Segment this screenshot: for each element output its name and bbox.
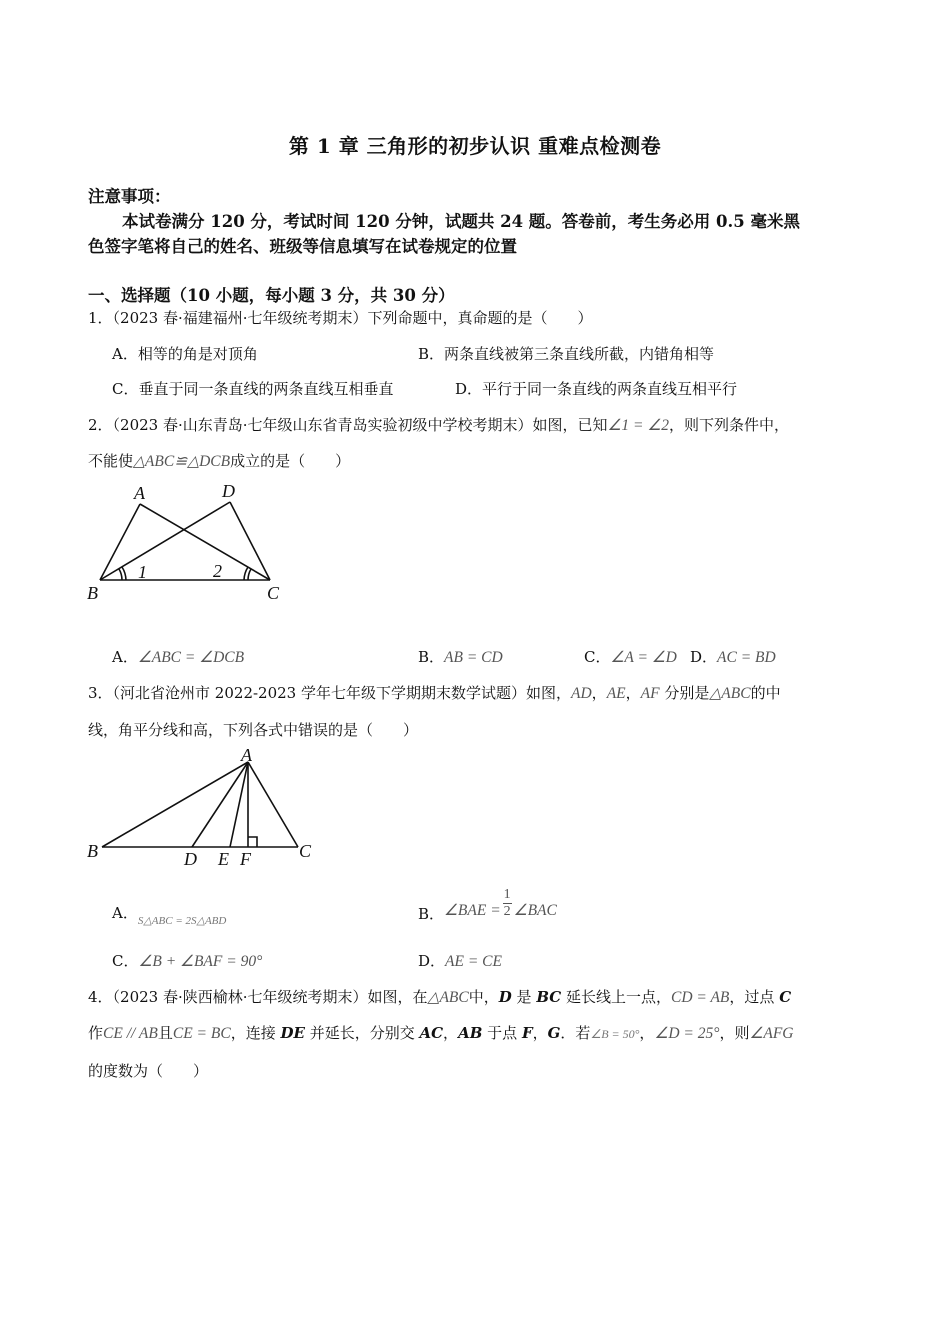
page-title: 第 1 章 三角形的初步认识 重难点检测卷 — [288, 134, 662, 158]
q4-stem-line3: 的度数为（ ） — [88, 1062, 209, 1080]
q1-option-c: C．垂直于同一条直线的两条直线互相垂直 — [112, 380, 394, 398]
section-heading: 一、选择题（10 小题，每小题 3 分，共 30 分） — [88, 286, 455, 305]
q4-text-14: ， — [639, 1024, 655, 1042]
q3-stem-line1 — [88, 682, 781, 703]
q2-option-c-label: C． — [584, 648, 611, 666]
q4-text-11: 于点 — [482, 1024, 522, 1042]
q3-option-c-label: C． — [112, 952, 139, 970]
q3-math-triangle: △ABC — [709, 685, 751, 702]
q3-segment-ab — [102, 762, 248, 847]
q3-option-a-label: A． — [112, 904, 138, 922]
q2-stem-line2 — [88, 450, 350, 471]
q2-option-a — [112, 646, 244, 667]
q2-label-1: 1 — [138, 562, 147, 582]
q3-figure — [80, 748, 320, 873]
q2-option-c — [584, 646, 677, 667]
q3-option-b — [418, 887, 557, 923]
q3-stem-b: 分别是 — [659, 684, 710, 702]
q4-math-triangle: △ABC — [427, 989, 469, 1006]
q3-option-c-math: ∠B + ∠BAF = 90° — [138, 953, 263, 970]
q4-segment-bc: BC — [536, 988, 562, 1006]
q4-stem-line2 — [88, 1022, 793, 1043]
q4-point-c: C — [779, 988, 792, 1006]
q3-segment-ac — [248, 762, 298, 847]
q2-label-d: D — [222, 481, 235, 501]
q4-text-4: 延长线上一点， — [561, 988, 671, 1006]
q4-math-angle-d: ∠D = 25° — [654, 1025, 720, 1042]
q4-stem-line1 — [88, 986, 791, 1007]
q1-option-d: D．平行于同一条直线的两条直线互相平行 — [455, 380, 738, 398]
q4-text-13: ．若 — [560, 1024, 591, 1042]
q3-option-b-label: B． — [418, 905, 445, 923]
q4-point-d: D — [498, 988, 512, 1006]
q3-label-f: F — [240, 849, 251, 869]
q3-label-b: B — [87, 841, 98, 861]
q4-math-ce-bc: CE = BC — [172, 1025, 231, 1042]
q2-segment-bd — [100, 502, 230, 580]
q2-option-c-math: ∠A = ∠D — [610, 649, 677, 666]
q4-text-6: 作 — [88, 1024, 104, 1042]
q2-option-d-label: D． — [690, 648, 718, 666]
q4-text-5: ，过点 — [729, 988, 780, 1006]
q2-stem-d: 成立的是（ ） — [230, 452, 351, 470]
q3-sep-1: ， — [591, 684, 607, 702]
q3-label-a: A — [241, 748, 252, 765]
q2-congruence: △ABC≌△DCB — [133, 453, 231, 470]
q3-option-d-label: D． — [418, 952, 446, 970]
q3-stem-line2: 线，角平分线和高，下列各式中错误的是（ ） — [88, 721, 419, 739]
notice-line-2: 色签字笔将自己的姓名、班级等信息填写在试卷规定的位置 — [88, 237, 517, 256]
q2-stem-a: 2．（2023 春·山东青岛·七年级山东省青岛实验初级中学校考期末）如图，已知 — [88, 416, 608, 434]
q1-option-a: A．相等的角是对顶角 — [112, 345, 258, 363]
q3-option-d — [418, 950, 502, 971]
q2-stem-line1 — [88, 414, 789, 435]
q4-text-1: 4．（2023 春·陕西榆林·七年级统考期末）如图，在 — [88, 988, 428, 1006]
q4-segment-de: DE — [280, 1024, 305, 1042]
q2-angle-condition: ∠1 = ∠2 — [607, 417, 670, 434]
q2-label-a: A — [134, 483, 145, 503]
q4-point-g: G — [547, 1024, 561, 1042]
q3-option-b-left: ∠BAE = — [444, 902, 501, 919]
q2-stem-b: ，则下列条件中， — [669, 416, 790, 434]
q2-label-c: C — [267, 583, 280, 603]
q2-label-2: 2 — [213, 561, 222, 581]
q4-text-7: 且 — [157, 1024, 173, 1042]
q3-option-b-fraction — [503, 887, 512, 920]
q3-math-af: AF — [640, 685, 660, 702]
q4-text-3: 是 — [511, 988, 537, 1006]
q4-text-12: ， — [532, 1024, 548, 1042]
notice-line-1: 本试卷满分 120 分，考试时间 120 分钟，试题共 24 题。答卷前，考生务必用 0.5 毫米黑 — [122, 212, 801, 231]
q3-label-c: C — [299, 841, 312, 861]
q3-option-a — [112, 902, 227, 927]
q4-text-15: ，则 — [719, 1024, 750, 1042]
q3-stem-c: 的中 — [750, 684, 781, 702]
q4-math-parallel: CE // AB — [103, 1025, 158, 1042]
q2-option-a-math: ∠ABC = ∠DCB — [137, 649, 245, 666]
q4-math-angle-afg: ∠AFG — [749, 1025, 794, 1042]
q2-stem-c: 不能使 — [88, 452, 134, 470]
q3-label-e: E — [218, 849, 229, 869]
q4-math-angle-b: ∠B = 50° — [590, 1027, 640, 1041]
q4-math-cd-ab: CD = AB — [671, 989, 730, 1006]
q3-option-d-math: AE = CE — [445, 953, 502, 970]
q4-segment-ac: AC — [419, 1024, 444, 1042]
q3-stem-a: 3．（河北省沧州市 2022-2023 学年七年级下学期期末数学试题）如图， — [88, 684, 571, 702]
notice-heading: 注意事项： — [88, 187, 171, 206]
q4-text-8: ，连接 — [230, 1024, 281, 1042]
q2-option-d-math: AC = BD — [717, 649, 776, 666]
q3-math-ae: AE — [606, 685, 626, 702]
q3-right-angle-mark — [248, 837, 257, 847]
q3-option-c — [112, 950, 262, 971]
q1-option-b: B．两条直线被第三条直线所截，内错角相等 — [418, 345, 715, 363]
q4-text-2: 中， — [468, 988, 499, 1006]
q2-option-b-label: B． — [418, 648, 445, 666]
q3-option-b-numerator: 1 — [503, 887, 511, 902]
q3-option-a-math: S△ABC = 2S△ABD — [137, 915, 227, 927]
q4-text-10: ， — [443, 1024, 459, 1042]
q2-option-b-math: AB = CD — [444, 649, 503, 666]
q2-angle2-arc — [248, 569, 251, 580]
q3-option-b-right: ∠BAC — [513, 902, 557, 919]
q3-math-ad: AD — [571, 685, 592, 702]
q2-option-b — [418, 646, 503, 667]
q2-option-a-label: A． — [112, 648, 138, 666]
q3-label-d: D — [184, 849, 197, 869]
q4-point-f: F — [521, 1024, 533, 1042]
q2-figure — [80, 478, 300, 608]
q3-option-b-denominator: 2 — [503, 904, 511, 919]
q4-segment-ab: AB — [458, 1024, 483, 1042]
q1-stem: 1．（2023 春·福建福州·七年级统考期末）下列命题中，真命题的是（ ） — [88, 309, 593, 327]
q2-label-b: B — [87, 583, 98, 603]
q2-option-d — [690, 646, 776, 667]
q2-angle1-arc — [119, 569, 122, 580]
q3-sep-2: ， — [625, 684, 641, 702]
q4-text-9: 并延长，分别交 — [304, 1024, 420, 1042]
